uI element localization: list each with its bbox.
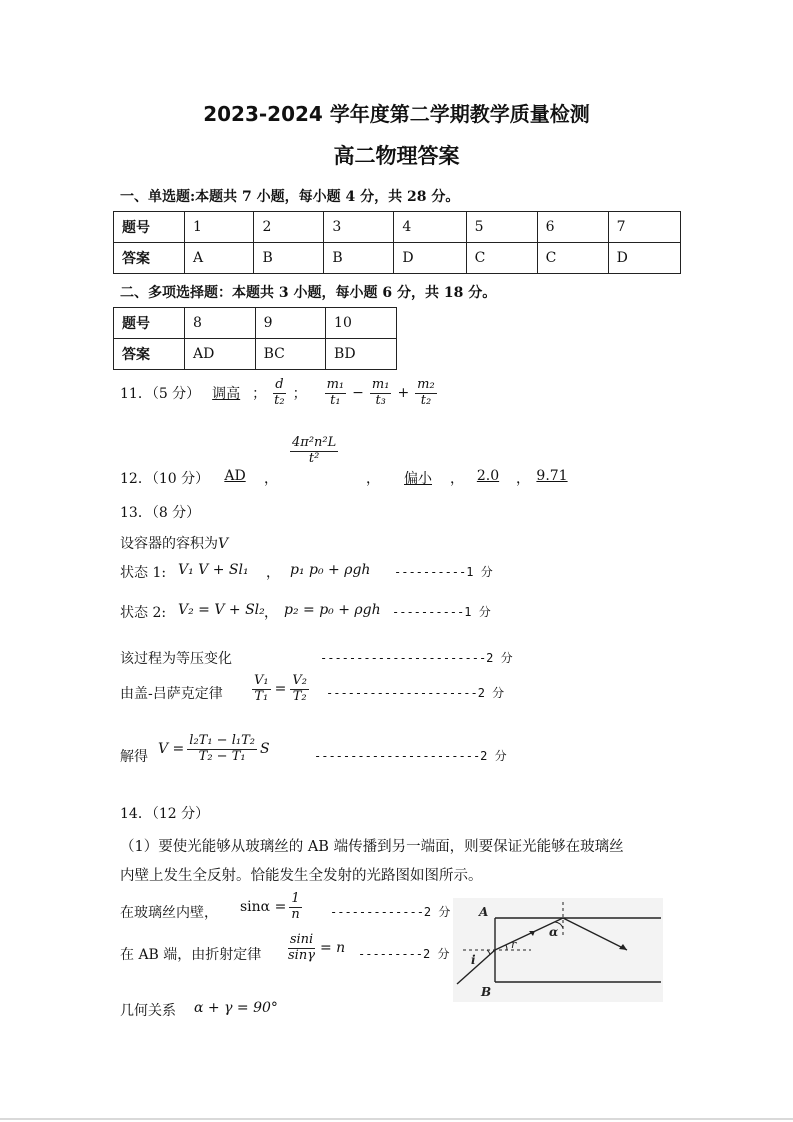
incident-ray	[457, 950, 495, 984]
reflected-ray	[563, 918, 627, 950]
angle-i-arc	[487, 950, 490, 955]
table-cell: C	[466, 243, 537, 274]
q11-label: 11．（5 分）	[120, 386, 201, 403]
q13-law-equation: $\frac{\text{V₁}}{\text{T₁}}$ = $\frac{\text{V₂}}{\text{T₂}}$	[254, 673, 307, 704]
q14-wall: 在玻璃丝内壁，	[120, 905, 218, 921]
section2-heading: 二、多项选择题：本题共 3 小题，每小题 6 分，共 18 分。	[120, 285, 497, 301]
q11-fraction-1: $\frac{d}{\text{t₂}}$	[274, 377, 285, 408]
q14-wall-score: -------------2 分	[330, 905, 451, 919]
row-label-number: 题号	[114, 308, 185, 339]
q13-process-score: -----------------------2 分	[320, 651, 513, 665]
table-row	[114, 243, 681, 274]
optical-fiber-figure	[453, 898, 663, 1002]
q13-label: 13．（8 分）	[120, 505, 201, 521]
q14-label: 14．（12 分）	[120, 806, 210, 822]
angle-r-arc	[506, 945, 507, 950]
row-label-answer: 答案	[114, 339, 185, 370]
page-subtitle: 高二物理答案	[333, 144, 460, 168]
q12-blank-3: 2.0	[476, 468, 500, 484]
light-path-diagram	[453, 898, 663, 1002]
table-cell: 1	[185, 212, 254, 243]
q13-solve: 解得	[120, 749, 148, 765]
q12-blank-2: 偏小	[404, 471, 432, 487]
q12-fraction: $\frac{\text{4π²n²L}}{\text{t²}}$	[292, 435, 337, 466]
table-cell: 9	[255, 308, 325, 339]
table-cell: A	[185, 243, 254, 274]
q13-state2-pressure: p₂ = p₀ + ρgh	[284, 602, 381, 618]
table-cell: 3	[324, 212, 394, 243]
multiple-choice-table	[113, 307, 397, 370]
table-cell: BD	[326, 339, 397, 370]
q14-ab-score: ---------2 分	[358, 947, 450, 961]
q14-wall-equation: sinα = $\frac{1}{n}$	[240, 891, 300, 922]
q13-state1-pressure: p₁ p₀ + ρgh	[290, 562, 371, 578]
q13-state2-label: 状态 2:	[120, 605, 167, 621]
q14-ab: 在 AB 端，由折射定律	[120, 947, 262, 963]
section1-heading: 一、单选题:本题共 7 小题，每小题 4 分，共 28 分。	[120, 189, 460, 205]
q12-label: 12．（10 分）	[120, 471, 210, 487]
q13-intro: 设容器的容积为V	[120, 536, 229, 552]
q14-geo: 几何关系	[120, 1003, 176, 1019]
table-cell: D	[608, 243, 680, 274]
q14-ab-equation: $\frac{\sin i}{\sin\gamma}$ = n	[288, 932, 346, 963]
table-cell: D	[394, 243, 466, 274]
table-row	[114, 339, 397, 370]
table-cell: 10	[326, 308, 397, 339]
table-cell: AD	[185, 339, 256, 370]
q11-answer: 11．（5 分） 调高 ； $\frac{d}{\text{t₂}}$ ； $\frac{\text{m₁}}{\text{t₁}}$ − $\frac{\text{m₁}}{\text{t₃}}$ + $\frac{\text{m₂}}{\text{t₂}}$	[120, 377, 435, 408]
page-bottom-divider	[0, 1118, 793, 1120]
table-cell: 6	[537, 212, 608, 243]
table-cell: 2	[254, 212, 324, 243]
table-cell: B	[324, 243, 394, 274]
q13-state1-label: 状态 1:	[120, 565, 167, 581]
q12-blank-1: AD	[224, 468, 246, 484]
q13-solve-equation: V = $\frac{\text{l₂T₁ − l₁T₂}}{\text{T₂ − T₁}}$ S	[158, 733, 270, 764]
q14-para2: 内壁上发生全反射。恰能发生全发射的光路图如图所示。	[120, 868, 483, 884]
label-alpha: α	[549, 925, 559, 939]
label-b: B	[481, 985, 492, 999]
page-title: 2023-2024 学年度第二学期教学质量检测	[203, 102, 590, 126]
q12-blank-4: 9.71	[536, 468, 568, 484]
single-choice-table	[113, 211, 681, 274]
label-r: r	[511, 938, 517, 951]
table-row	[114, 212, 681, 243]
q13-process: 该过程为等压变化	[120, 651, 232, 667]
q13-state2-score: ----------1 分	[392, 605, 491, 619]
q14-geo-equation: α + γ = 90°	[194, 1000, 278, 1016]
label-a: A	[479, 905, 489, 919]
label-i: i	[471, 953, 476, 967]
q13-law: 由盖-吕萨克定律	[120, 686, 223, 702]
q13-solve-score: -----------------------2 分	[314, 749, 507, 763]
table-cell: BC	[255, 339, 325, 370]
q13-state1-volume: V₁ V + Sl₁	[178, 562, 249, 578]
q14-para1: （1）要使光能够从玻璃丝的 AB 端传播到另一端面，则要保证光能够在玻璃丝	[120, 839, 624, 855]
q13-law-score: ---------------------2 分	[326, 686, 505, 700]
table-row	[114, 308, 397, 339]
table-cell: C	[537, 243, 608, 274]
q11-fraction-2: $\frac{\text{m₁}}{\text{t₁}}$	[326, 377, 345, 408]
q13-state2-volume: V₂ = V + Sl₂	[178, 602, 265, 618]
q13-state1-score: ----------1 分	[394, 565, 493, 579]
table-cell: 7	[608, 212, 680, 243]
q11-fraction-3: $\frac{\text{m₁}}{\text{t₃}}$	[371, 377, 390, 408]
table-cell: 8	[185, 308, 256, 339]
row-label-number: 题号	[114, 212, 185, 243]
table-cell: B	[254, 243, 324, 274]
table-cell: 4	[394, 212, 466, 243]
q11-fraction-4: $\frac{\text{m₂}}{\text{t₂}}$	[417, 377, 435, 408]
row-label-answer: 答案	[114, 243, 185, 274]
q11-blank-1: 调高	[212, 386, 241, 403]
table-cell: 5	[466, 212, 537, 243]
